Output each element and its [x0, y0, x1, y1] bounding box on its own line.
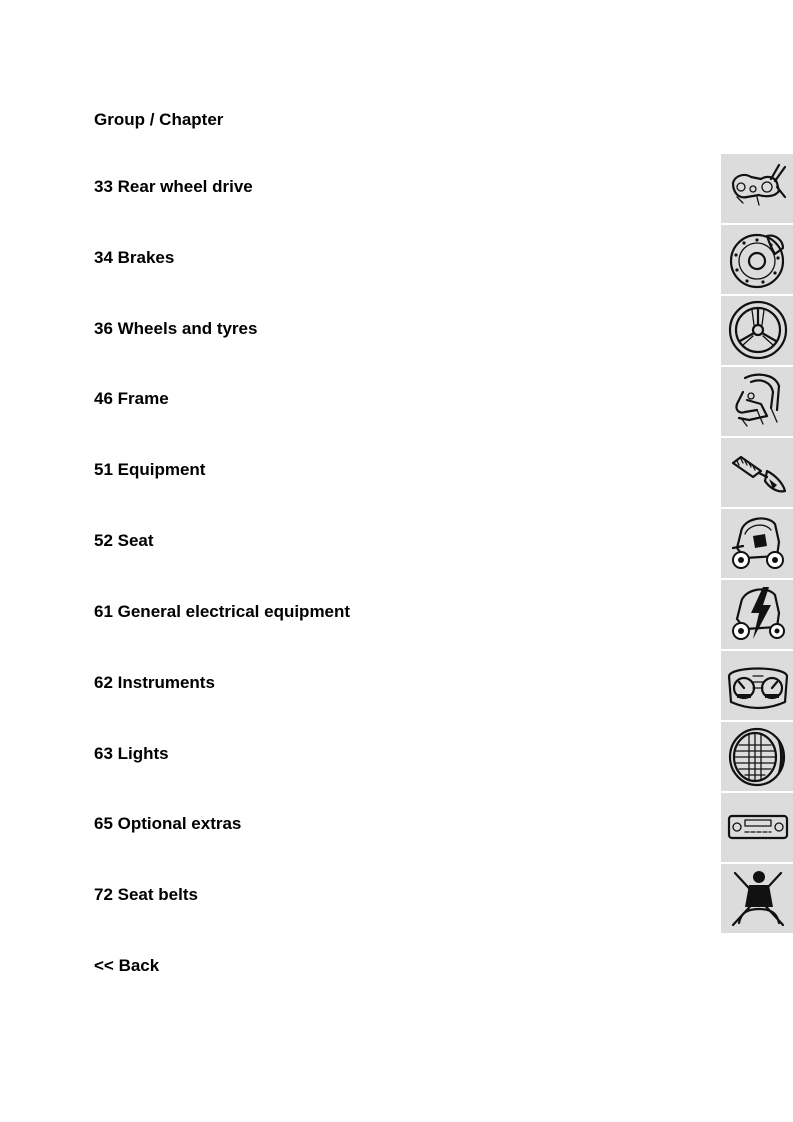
brake-disc-icon	[727, 228, 789, 290]
chapter-link-62[interactable]: 62 Instruments	[94, 673, 215, 692]
headlight-icon	[727, 725, 789, 787]
tab-equipment[interactable]	[721, 438, 793, 507]
instrument-cluster-icon	[727, 654, 789, 716]
chapter-link-34[interactable]: 34 Brakes	[94, 248, 175, 267]
tab-optional-extras[interactable]	[721, 793, 793, 862]
rear-wheel-drive-icon	[727, 157, 789, 219]
tab-instruments[interactable]	[721, 651, 793, 720]
equipment-icon	[727, 441, 789, 503]
chapter-link-36[interactable]: 36 Wheels and tyres	[94, 319, 258, 338]
chapter-link-33[interactable]: 33 Rear wheel drive	[94, 177, 253, 196]
tab-seat-belts[interactable]	[721, 864, 793, 933]
tab-wheels-tyres[interactable]	[721, 296, 793, 365]
chapter-link-65[interactable]: 65 Optional extras	[94, 814, 242, 833]
tab-brakes[interactable]	[721, 225, 793, 294]
chapter-link-51[interactable]: 51 Equipment	[94, 460, 206, 479]
chapter-link-72[interactable]: 72 Seat belts	[94, 885, 198, 904]
tab-electrical[interactable]	[721, 580, 793, 649]
seat-belt-icon	[727, 867, 789, 929]
tab-frame[interactable]	[721, 367, 793, 436]
tab-lights[interactable]	[721, 722, 793, 791]
tab-rear-wheel-drive[interactable]	[721, 154, 793, 223]
frame-icon	[727, 370, 789, 432]
tab-seat[interactable]	[721, 509, 793, 578]
chapter-link-52[interactable]: 52 Seat	[94, 531, 154, 550]
electrical-scooter-icon	[727, 583, 789, 645]
back-link[interactable]: << Back	[94, 956, 160, 975]
seat-scooter-icon	[727, 512, 789, 574]
chapter-link-61[interactable]: 61 General electrical equipment	[94, 602, 351, 621]
wheel-icon	[727, 299, 789, 361]
chapter-link-63[interactable]: 63 Lights	[94, 744, 169, 763]
radio-icon	[727, 796, 789, 858]
page-heading: Group / Chapter	[94, 110, 224, 129]
chapter-link-46[interactable]: 46 Frame	[94, 389, 169, 408]
